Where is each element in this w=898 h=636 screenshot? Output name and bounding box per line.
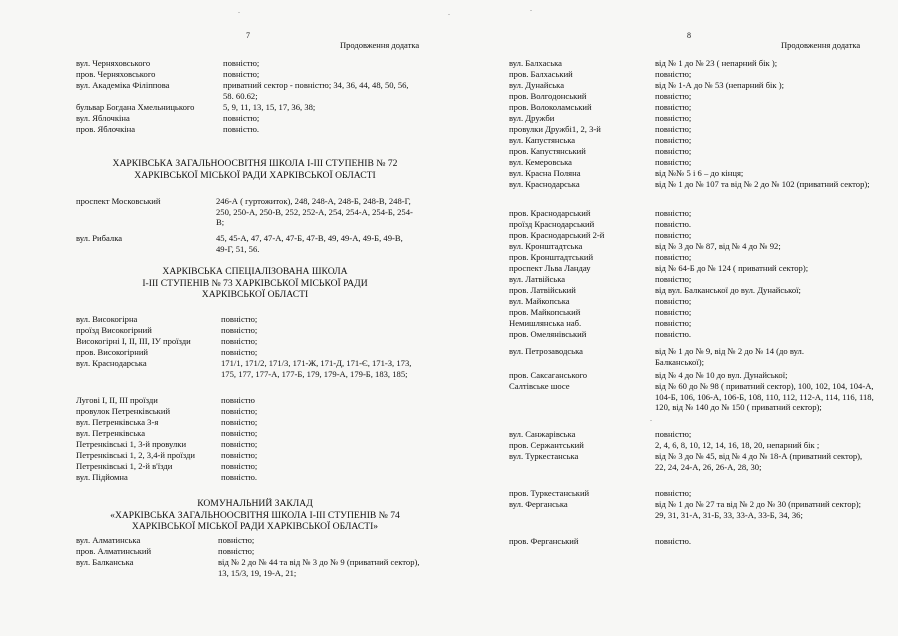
street-houses: повністю	[221, 395, 255, 405]
street-name: пров. Балхаський	[509, 69, 573, 79]
street-name: Петренківські 1, 2-й в'їзди	[76, 461, 173, 471]
street-houses: повністю;	[655, 274, 692, 284]
street-name: вул. Майкопська	[509, 296, 570, 306]
street-name: пров. Краснодарський 2-й	[509, 230, 605, 240]
street-houses: від № 3 до № 45, від № 4 до № 18-А (приватний сектор), 22, 24, 24-А, 26, 26-А, 28, 30;	[655, 451, 863, 472]
section-heading: КОМУНАЛЬНИЙ ЗАКЛАД «ХАРКІВСЬКА ЗАГАЛЬНООСВІТНЯ ШКОЛА І-ІІІ СТУПЕНІВ № 74 ХАРКІВСЬКОЇ МІСЬКОЇ РАДИ ХАРКІВСЬКОЇ ОБЛАСТІ»	[110, 498, 400, 533]
street-name: вул. Ферганська	[509, 499, 568, 509]
street-name: вул. Балканська	[76, 557, 134, 567]
street-houses: повністю;	[655, 208, 692, 218]
page-number: 8	[687, 31, 691, 40]
street-houses: повністю;	[655, 230, 692, 240]
street-name: проспект Льва Ландау	[509, 263, 591, 273]
continuation-note: Продовження додатка	[781, 40, 861, 50]
street-houses: 45, 45-А, 47, 47-А, 47-Б, 47-В, 49, 49-А, 49-Б, 49-В, 49-Г, 51, 56.	[216, 233, 403, 254]
street-houses: повністю;	[655, 307, 692, 317]
street-name: вул. Академіка Філіппова	[76, 80, 170, 90]
street-name: вул. Петренківська 3-я	[76, 417, 159, 427]
street-name: вул. Кемеровська	[509, 157, 572, 167]
street-houses: повністю;	[221, 314, 258, 324]
right-page	[449, 0, 898, 636]
street-houses: повністю;	[655, 296, 692, 306]
scan-speck	[238, 12, 240, 13]
page-number: 7	[246, 31, 250, 40]
street-name: пров. Черняховського	[76, 69, 156, 79]
street-houses: повністю;	[655, 69, 692, 79]
street-name: вул. Красна Поляна	[509, 168, 581, 178]
street-name: проїзд Високогірний	[76, 325, 152, 335]
street-houses: повністю;	[223, 69, 260, 79]
street-houses: 171/1, 171/2, 171/3, 171-Ж, 171-Д, 171-Є, 171-З, 173, 175, 177, 177-А, 177-Б, 179, 179-А, 179-Б, 183, 185;	[221, 358, 412, 379]
street-name: вул. Петрозаводська	[509, 346, 583, 356]
street-houses: повністю;	[221, 406, 258, 416]
street-name: пров. Капустянський	[509, 146, 586, 156]
street-name: вул. Краснодарська	[76, 358, 147, 368]
street-houses: повністю;	[221, 325, 258, 335]
street-houses: повністю;	[218, 546, 255, 556]
street-name: вул. Капустянська	[509, 135, 576, 145]
section-heading: ХАРКІВСЬКА СПЕЦІАЛІЗОВАНА ШКОЛА І-ІІІ СТУПЕНІВ № 73 ХАРКІВСЬКОЇ МІСЬКОЇ РАДИ ХАРКІВСЬКОЇ ОБЛАСТІ	[142, 266, 368, 301]
street-houses: повністю;	[223, 58, 260, 68]
street-houses: повністю;	[655, 157, 692, 167]
street-houses: повністю;	[655, 429, 692, 439]
street-houses: повністю;	[655, 252, 692, 262]
street-houses: від № 3 до № 87, від № 4 до № 92;	[655, 241, 781, 251]
street-houses: повністю;	[221, 461, 258, 471]
street-houses: 246-А ( гуртожиток), 248, 248-А, 248-Б, 248-В, 248-Г, 250, 250-А, 250-В, 252, 252-А, 254, 254-А, 254-Б, 254-В;	[216, 196, 413, 228]
street-houses: повністю;	[655, 318, 692, 328]
street-houses: повністю;	[221, 336, 258, 346]
street-houses: від вул. Балканської до вул. Дунайської;	[655, 285, 801, 295]
street-houses: від № 1 до № 23 ( непарний бік );	[655, 58, 778, 68]
street-houses: повністю;	[655, 488, 692, 498]
street-houses: повністю;	[221, 450, 258, 460]
street-houses: від № 4 до № 10 до вул. Дунайської;	[655, 370, 788, 380]
street-name: вул. Кронштадтська	[509, 241, 583, 251]
street-houses: 5, 9, 11, 13, 15, 17, 36, 38;	[223, 102, 316, 112]
street-houses: повністю;	[655, 102, 692, 112]
street-name: пров. Омелянівський	[509, 329, 587, 339]
street-name: пров. Волгодонський	[509, 91, 587, 101]
street-name: пров. Кронштадтський	[509, 252, 594, 262]
street-houses: повністю;	[221, 439, 258, 449]
scan-speck	[448, 14, 450, 15]
street-name: пров. Майкопський	[509, 307, 581, 317]
section-heading: ХАРКІВСЬКА ЗАГАЛЬНООСВІТНЯ ШКОЛА І-ІІІ СТУПЕНІВ № 72 ХАРКІВСЬКОЇ МІСЬКОЇ РАДИ ХАРКІВСЬКОЇ ОБЛАСТІ	[112, 158, 398, 181]
street-houses: повністю;	[223, 113, 260, 123]
street-houses: повністю;	[221, 428, 258, 438]
street-name: вул. Підйомна	[76, 472, 128, 482]
scan-speck	[650, 420, 652, 421]
street-houses: повністю;	[655, 124, 692, 134]
street-name: пров. Сержантський	[509, 440, 584, 450]
street-houses: 2, 4, 6, 8, 10, 12, 14, 16, 18, 20, непарний бік ;	[655, 440, 820, 450]
street-houses: повністю.	[655, 219, 692, 229]
street-houses: від № 64-Б до № 124 ( приватний сектор);	[655, 263, 809, 273]
street-name: вул. Туркестанська	[509, 451, 579, 461]
street-name: вул. Рибалка	[76, 233, 123, 243]
street-houses: повністю.	[223, 124, 260, 134]
street-houses: повністю;	[218, 535, 255, 545]
street-houses: від № 1 до № 107 та від № 2 до № 102 (приватний сектор);	[655, 179, 870, 189]
street-name: Петренківські 1, 2, 3,4-й проїзди	[76, 450, 195, 460]
street-name: вул. Балхаська	[509, 58, 562, 68]
street-name: Салтівське шосе	[509, 381, 570, 391]
street-houses: повністю.	[655, 536, 692, 546]
street-name: Немишлянська наб.	[509, 318, 582, 328]
street-name: вул. Санжарівська	[509, 429, 576, 439]
street-name: пров. Високогірний	[76, 347, 149, 357]
street-name: пров. Яблочкіна	[76, 124, 136, 134]
street-houses: повністю;	[655, 113, 692, 123]
street-houses: від №№ 5 і 6 – до кінця;	[655, 168, 744, 178]
street-name: вул. Яблочкіна	[76, 113, 130, 123]
street-houses: від № 1 до № 9, від № 2 до № 14 (до вул. Балканської);	[655, 346, 804, 367]
street-name: Лугові І, ІІ, ІІІ проїзди	[76, 395, 158, 405]
street-houses: повністю;	[655, 91, 692, 101]
street-houses: повністю.	[221, 472, 258, 482]
street-name: вул. Краснодарська	[509, 179, 580, 189]
street-name: вул. Петренківська	[76, 428, 146, 438]
street-name: проспект Московський	[76, 196, 161, 206]
street-name: вул. Черняховського	[76, 58, 151, 68]
street-houses: від № 60 до № 98 ( приватний сектор), 100, 102, 104, 104-А, 104-Б, 106, 106-А, 106-Б, 108, 110, 112, 112-А, 114, 116, 118, 120, від № 140 до № 150 ( приватний сектор);	[655, 381, 874, 413]
street-name: вул. Дружби	[509, 113, 555, 123]
street-name: вул. Алматинська	[76, 535, 141, 545]
street-name: вул. Латвійська	[509, 274, 566, 284]
street-name: бульвар Богдана Хмельницького	[76, 102, 195, 112]
street-name: проїзд Краснодарський	[509, 219, 595, 229]
street-houses: від № 1-А до № 53 (непарний бік );	[655, 80, 784, 90]
street-houses: повністю;	[221, 347, 258, 357]
street-name: пров. Алматинський	[76, 546, 152, 556]
street-name: провулки Дружбі1, 2, 3-й	[509, 124, 601, 134]
street-name: пров. Латвійський	[509, 285, 576, 295]
continuation-note: Продовження додатка	[340, 40, 420, 50]
street-name: вул. Дунайська	[509, 80, 565, 90]
street-houses: від № 2 до № 44 та від № 3 до № 9 (приватний сектор), 13, 15/3, 19, 19-А, 21;	[218, 557, 420, 578]
street-name: пров. Волоколамський	[509, 102, 592, 112]
street-houses: від № 1 до № 27 та від № 2 до № 30 (приватний сектор); 29, 31, 31-А, 31-Б, 33, 33-А, 33-Б, 34, 36;	[655, 499, 862, 520]
street-name: пров. Туркестанський	[509, 488, 590, 498]
street-name: вул. Високогірна	[76, 314, 138, 324]
street-name: провулок Петренківський	[76, 406, 171, 416]
street-name: пров. Ферганський	[509, 536, 579, 546]
street-name: Петренківські 1, 3-й провулки	[76, 439, 187, 449]
scan-speck	[530, 10, 532, 11]
street-houses: повністю;	[655, 135, 692, 145]
street-name: пров. Саксаганського	[509, 370, 588, 380]
street-name: пров. Краснодарський	[509, 208, 591, 218]
street-name: Високогірні І, ІІ, ІІІ, ІУ проїзди	[76, 336, 191, 346]
street-houses: повністю;	[655, 146, 692, 156]
street-houses: приватний сектор - повністю; 34, 36, 44, 48, 50, 56, 58. 60.62;	[223, 80, 409, 101]
street-houses: повністю;	[221, 417, 258, 427]
street-houses: повністю.	[655, 329, 692, 339]
